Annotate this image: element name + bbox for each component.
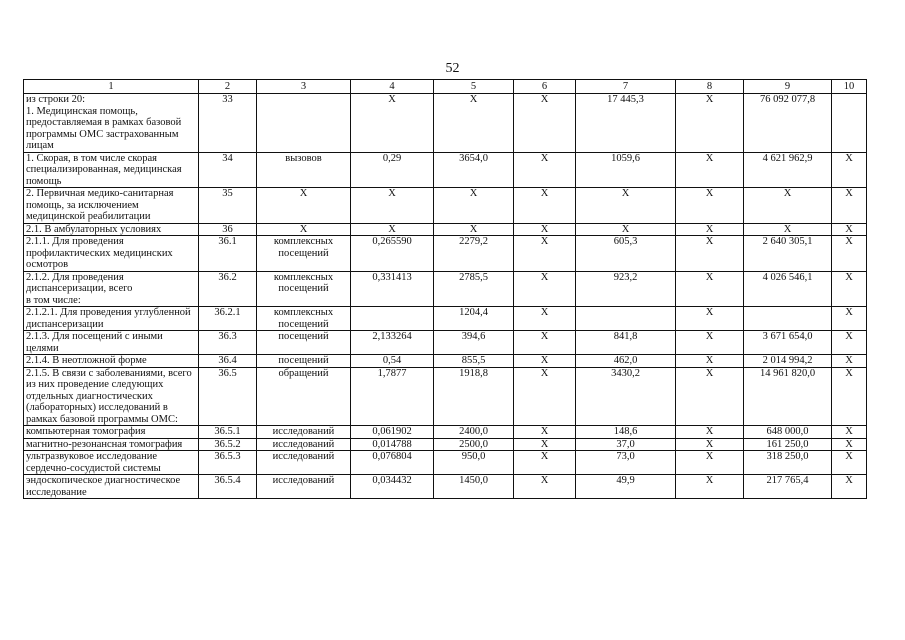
value-cell: 0,265590 — [351, 236, 434, 272]
value-cell: 34 — [199, 152, 257, 188]
header-cell: 3 — [257, 80, 351, 94]
value-cell: 36.5.3 — [199, 451, 257, 475]
value-cell: Х — [832, 152, 867, 188]
value-cell: Х — [514, 188, 576, 224]
value-cell: 36.2.1 — [199, 307, 257, 331]
row-label-cell: 1. Скорая, в том числе скорая специализированная, медицинская помощь — [24, 152, 199, 188]
value-cell: 73,0 — [576, 451, 676, 475]
row-label-cell: 2.1.2. Для проведения диспансеризации, всего в том числе: — [24, 271, 199, 307]
value-cell: комплексных посещений — [257, 236, 351, 272]
value-cell: Х — [514, 367, 576, 426]
row-label-cell: 2.1.4. В неотложной форме — [24, 355, 199, 368]
value-cell: Х — [257, 223, 351, 236]
value-cell: 3430,2 — [576, 367, 676, 426]
value-cell — [744, 307, 832, 331]
value-cell: Х — [351, 188, 434, 224]
table-header-row — [24, 80, 867, 94]
header-cell: 6 — [514, 80, 576, 94]
value-cell — [832, 94, 867, 106]
value-cell — [351, 307, 434, 331]
value-cell — [676, 106, 744, 153]
table-row — [24, 475, 867, 499]
value-cell: 0,034432 — [351, 475, 434, 499]
value-cell: Х — [514, 451, 576, 475]
value-cell: 35 — [199, 188, 257, 224]
row-label-cell: 2.1.5. В связи с заболеваниями, всего из них проведение следующих отдельных диагностических (лабораторных) исследований в рамках базовой программы ОМС: — [24, 367, 199, 426]
value-cell: Х — [434, 223, 514, 236]
value-cell: Х — [514, 152, 576, 188]
value-cell: Х — [832, 271, 867, 307]
value-cell: Х — [832, 236, 867, 272]
value-cell: Х — [832, 331, 867, 355]
value-cell: Х — [576, 223, 676, 236]
value-cell: Х — [514, 331, 576, 355]
header-cell: 5 — [434, 80, 514, 94]
value-cell: посещений — [257, 355, 351, 368]
value-cell: Х — [676, 438, 744, 451]
value-cell: Х — [514, 438, 576, 451]
value-cell: 2400,0 — [434, 426, 514, 439]
value-cell: комплексных посещений — [257, 307, 351, 331]
value-cell: 14 961 820,0 — [744, 367, 832, 426]
row-label-cell: 2.1.2.1. Для проведения углубленной диспансеризации — [24, 307, 199, 331]
value-cell: 3 671 654,0 — [744, 331, 832, 355]
value-cell: Х — [514, 236, 576, 272]
value-cell: 1204,4 — [434, 307, 514, 331]
table-row — [24, 367, 867, 426]
value-cell: Х — [832, 438, 867, 451]
value-cell: 648 000,0 — [744, 426, 832, 439]
value-cell: 4 026 546,1 — [744, 271, 832, 307]
value-cell: Х — [434, 188, 514, 224]
value-cell: 36.4 — [199, 355, 257, 368]
header-cell: 7 — [576, 80, 676, 94]
page-number: 52 — [445, 61, 460, 76]
row-label-cell: 2. Первичная медико-санитарная помощь, за исключением медицинской реабилитации — [24, 188, 199, 224]
value-cell: 33 — [199, 94, 257, 106]
row-label-cell: 2.1. В амбулаторных условиях — [24, 223, 199, 236]
value-cell — [199, 106, 257, 153]
value-cell: Х — [832, 426, 867, 439]
value-cell: Х — [676, 355, 744, 368]
value-cell: 1918,8 — [434, 367, 514, 426]
value-cell: Х — [676, 236, 744, 272]
value-cell — [576, 307, 676, 331]
value-cell: 36.2 — [199, 271, 257, 307]
value-cell: 36.1 — [199, 236, 257, 272]
value-cell: 0,014788 — [351, 438, 434, 451]
table-row — [24, 152, 867, 188]
row-label-cell: из строки 20: — [24, 94, 199, 106]
header-cell: 1 — [24, 80, 199, 94]
value-cell: 148,6 — [576, 426, 676, 439]
table-row — [24, 271, 867, 307]
value-cell: Х — [832, 307, 867, 331]
value-cell: Х — [676, 94, 744, 106]
value-cell: комплексных посещений — [257, 271, 351, 307]
value-cell: Х — [676, 331, 744, 355]
value-cell: Х — [514, 94, 576, 106]
value-cell: Х — [514, 426, 576, 439]
row-label-cell: 1. Медицинская помощь, предоставляемая в рамках базовой программы ОМС застрахованным лицам — [24, 106, 199, 153]
row-label-cell: эндоскопическое диагностическое исследование — [24, 475, 199, 499]
value-cell — [351, 106, 434, 153]
value-cell: Х — [676, 426, 744, 439]
value-cell: 36.5 — [199, 367, 257, 426]
value-cell: 0,54 — [351, 355, 434, 368]
value-cell: исследований — [257, 438, 351, 451]
value-cell: 36.5.4 — [199, 475, 257, 499]
table-row — [24, 307, 867, 331]
value-cell: исследований — [257, 451, 351, 475]
value-cell — [744, 106, 832, 153]
value-cell: 49,9 — [576, 475, 676, 499]
value-cell: Х — [676, 152, 744, 188]
value-cell: посещений — [257, 331, 351, 355]
value-cell: Х — [676, 475, 744, 499]
value-cell: Х — [257, 188, 351, 224]
value-cell: 217 765,4 — [744, 475, 832, 499]
value-cell: 36 — [199, 223, 257, 236]
row-label-cell: компьютерная томография — [24, 426, 199, 439]
table-row — [24, 106, 867, 153]
value-cell: 855,5 — [434, 355, 514, 368]
value-cell: 841,8 — [576, 331, 676, 355]
header-cell: 2 — [199, 80, 257, 94]
table-row — [24, 438, 867, 451]
value-cell — [576, 106, 676, 153]
value-cell — [514, 106, 576, 153]
value-cell: 1,7877 — [351, 367, 434, 426]
table-row — [24, 451, 867, 475]
value-cell: 2785,5 — [434, 271, 514, 307]
value-cell: 0,076804 — [351, 451, 434, 475]
header-cell: 10 — [832, 80, 867, 94]
value-cell: Х — [576, 188, 676, 224]
value-cell: 318 250,0 — [744, 451, 832, 475]
value-cell: 394,6 — [434, 331, 514, 355]
value-cell: 4 621 962,9 — [744, 152, 832, 188]
value-cell: 0,331413 — [351, 271, 434, 307]
table-row — [24, 355, 867, 368]
value-cell: 2 640 305,1 — [744, 236, 832, 272]
value-cell: 605,3 — [576, 236, 676, 272]
value-cell: 2279,2 — [434, 236, 514, 272]
value-cell: исследований — [257, 426, 351, 439]
value-cell: 2500,0 — [434, 438, 514, 451]
row-label-cell: 2.1.3. Для посещений с иными целями — [24, 331, 199, 355]
value-cell — [832, 106, 867, 153]
row-label-cell: 2.1.1. Для проведения профилактических медицинских осмотров — [24, 236, 199, 272]
value-cell: вызовов — [257, 152, 351, 188]
value-cell: Х — [351, 94, 434, 106]
table-row — [24, 223, 867, 236]
value-cell: 161 250,0 — [744, 438, 832, 451]
value-cell: 462,0 — [576, 355, 676, 368]
value-cell: Х — [514, 355, 576, 368]
value-cell: обращений — [257, 367, 351, 426]
value-cell: Х — [832, 223, 867, 236]
table-row — [24, 426, 867, 439]
value-cell: исследований — [257, 475, 351, 499]
header-cell: 4 — [351, 80, 434, 94]
medical-care-table — [23, 79, 867, 499]
value-cell: Х — [676, 271, 744, 307]
value-cell: Х — [514, 475, 576, 499]
header-cell: 8 — [676, 80, 744, 94]
value-cell: 0,29 — [351, 152, 434, 188]
value-cell: Х — [676, 307, 744, 331]
value-cell: Х — [351, 223, 434, 236]
row-label-cell: ультразвуковое исследование сердечно-сосудистой системы — [24, 451, 199, 475]
value-cell — [434, 106, 514, 153]
value-cell: Х — [832, 188, 867, 224]
value-cell: 923,2 — [576, 271, 676, 307]
value-cell: 36.3 — [199, 331, 257, 355]
value-cell: 0,061902 — [351, 426, 434, 439]
value-cell: 3654,0 — [434, 152, 514, 188]
value-cell: Х — [832, 367, 867, 426]
table-row — [24, 331, 867, 355]
value-cell: Х — [744, 223, 832, 236]
value-cell: 36.5.2 — [199, 438, 257, 451]
value-cell: Х — [434, 94, 514, 106]
value-cell: 17 445,3 — [576, 94, 676, 106]
value-cell: 950,0 — [434, 451, 514, 475]
value-cell: Х — [514, 223, 576, 236]
table-row — [24, 94, 867, 106]
value-cell: Х — [676, 451, 744, 475]
value-cell: 36.5.1 — [199, 426, 257, 439]
value-cell: 2 014 994,2 — [744, 355, 832, 368]
table-row — [24, 188, 867, 224]
value-cell: 1450,0 — [434, 475, 514, 499]
value-cell: Х — [676, 223, 744, 236]
value-cell: 76 092 077,8 — [744, 94, 832, 106]
value-cell: 37,0 — [576, 438, 676, 451]
value-cell — [257, 106, 351, 153]
value-cell: Х — [832, 355, 867, 368]
value-cell: 1059,6 — [576, 152, 676, 188]
value-cell: Х — [676, 367, 744, 426]
value-cell: Х — [832, 475, 867, 499]
header-cell: 9 — [744, 80, 832, 94]
table-row — [24, 236, 867, 272]
value-cell: Х — [514, 307, 576, 331]
value-cell: 2,133264 — [351, 331, 434, 355]
value-cell: Х — [514, 271, 576, 307]
value-cell: Х — [676, 188, 744, 224]
value-cell: Х — [832, 451, 867, 475]
value-cell — [257, 94, 351, 106]
value-cell: Х — [744, 188, 832, 224]
row-label-cell: магнитно-резонансная томография — [24, 438, 199, 451]
